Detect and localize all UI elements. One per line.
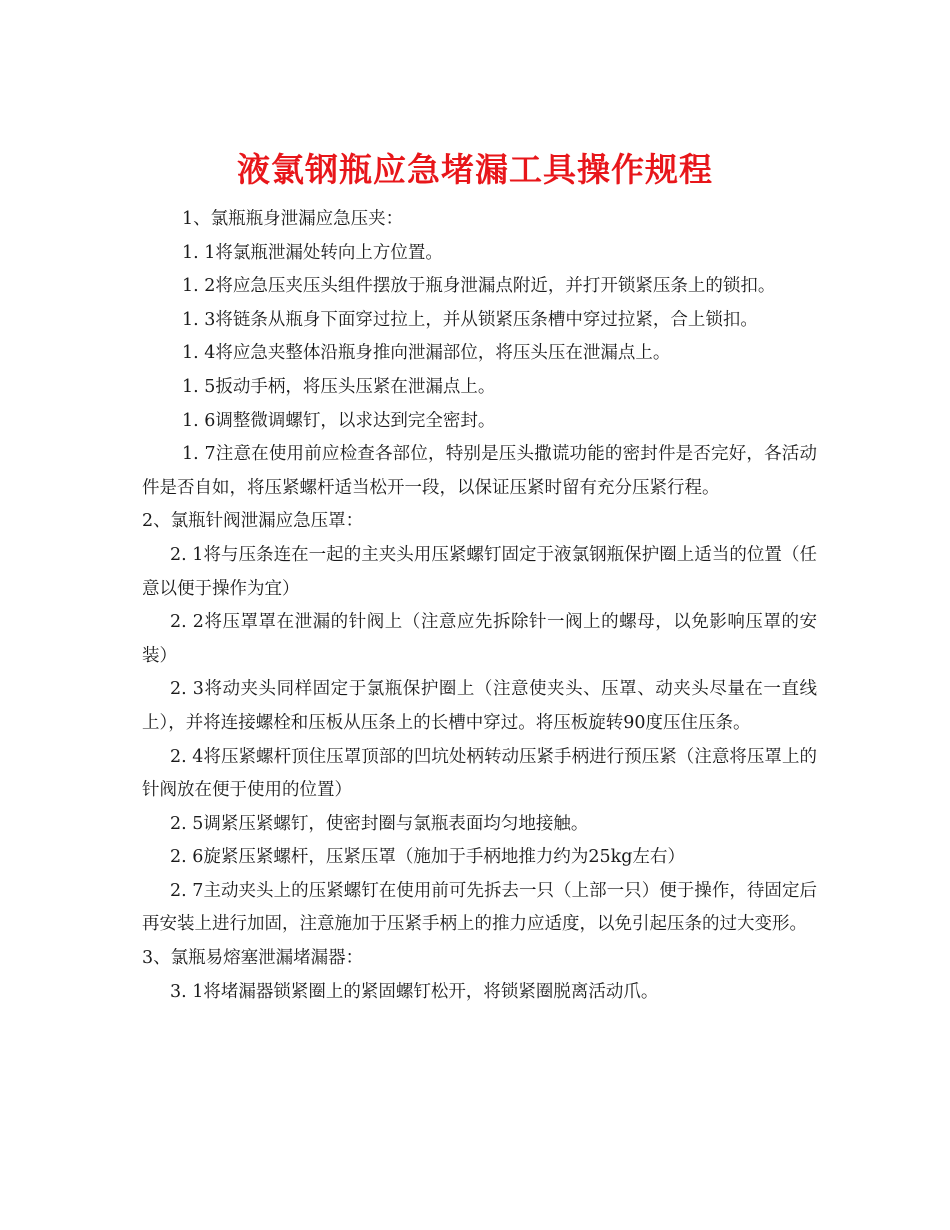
paragraph: 2. 3将动夹头同样固定于氯瓶保护圈上（注意使夹头、压罩、动夹头尽量在一直线上），并将连接螺栓和压板从压条上的长槽中穿过。将压板旋转90度压住压条。 [142, 679, 817, 733]
paragraph: 1. 6调整微调螺钉，以求达到完全密封。 [182, 410, 496, 431]
document-body [142, 203, 817, 1009]
paragraph: 1. 5扳动手柄，将压头压紧在泄漏点上。 [182, 376, 496, 397]
paragraph: 2. 4将压紧螺杆顶住压罩顶部的凹坑处柄转动压紧手柄进行预压紧（注意将压罩上的针阀放在便于使用的位置） [142, 746, 817, 801]
paragraph: 2. 6旋紧压紧螺杆，压紧压罩（施加于手柄地推力约为25kg左右） [170, 847, 685, 868]
section-heading: 3、氯瓶易熔塞泄漏堵漏器： [142, 948, 364, 969]
paragraph: 1. 7注意在使用前应检查各部位，特别是压头撒谎功能的密封件是否完好，各活动件是否自如，将压紧螺杆适当松开一段，以保证压紧时留有充分压紧行程。 [142, 444, 817, 498]
paragraph: 1. 1将氯瓶泄漏处转向上方位置。 [182, 242, 443, 263]
section-heading: 2、氯瓶针阀泄漏应急压罩： [142, 511, 364, 532]
paragraph: 3. 1将堵漏器锁紧圈上的紧固螺钉松开，将锁紧圈脱离活动爪。 [170, 981, 659, 1002]
section-heading: 1、氯瓶瓶身泄漏应急压夹： [182, 209, 404, 229]
paragraph: 2. 7主动夹头上的压紧螺钉在使用前可先拆去一只（上部一只）便于操作，待固定后再安装上进行加固，注意施加于压紧手柄上的推力应适度，以免引起压条的过大变形。 [142, 880, 817, 935]
paragraph: 1. 4将应急夹整体沿瓶身推向泄漏部位，将压头压在泄漏点上。 [182, 343, 671, 364]
paragraph: 1. 2将应急压夹压头组件摆放于瓶身泄漏点附近，并打开锁紧压条上的锁扣。 [182, 276, 776, 297]
paragraph: 1. 3将链条从瓶身下面穿过拉上，并从锁紧压条槽中穿过拉紧，合上锁扣。 [182, 309, 758, 330]
paragraph: 2. 5调紧压紧螺钉，使密封圈与氯瓶表面均匀地接触。 [170, 813, 589, 834]
paragraph: 2. 2将压罩罩在泄漏的针阀上（注意应先拆除针一阀上的螺母，以免影响压罩的安装） [142, 612, 817, 666]
page-title: 液氯钢瓶应急堵漏工具操作规程 [237, 150, 713, 190]
paragraph: 2. 1将与压条连在一起的主夹头用压紧螺钉固定于液氯钢瓶保护圈上适当的位置（任意以便于操作为宜） [142, 544, 817, 599]
